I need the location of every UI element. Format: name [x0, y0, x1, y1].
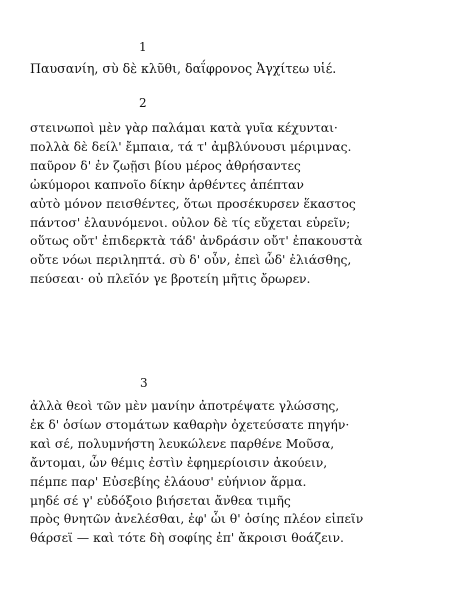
- verse-line: πεύσεαι· οὐ πλεῖόν γε βροτείη μῆτις ὄρωρεν.: [30, 271, 311, 287]
- verse-line: ἐκ δ' ὁσίων στομάτων καθαρὴν ὀχετεύσατε πηγήν·: [30, 416, 350, 432]
- verse-line: ἀλλὰ θεοὶ τῶν μὲν μανίην ἀποτρέψατε γλώσσης,: [30, 398, 340, 413]
- section-number-3: 3: [140, 376, 148, 390]
- verse-line: ὠκύμοροι καπνοῖο δίκην ἀρθέντες ἀπέπταν: [30, 176, 304, 192]
- verse-line: οὔτε νόωι περιληπτά. σὺ δ' οὖν, ἐπεὶ ὧδ' ἐλιάσθης,: [30, 252, 352, 268]
- verse-line: Παυσανίη, σὺ δὲ κλῦθι, δαΐφρονος Ἀγχίτεω υἱέ.: [30, 61, 337, 76]
- verse-line: πρὸς θνητῶν ἀνελέσθαι, ἐφ' ὧι θ' ὁσίης πλέον εἰπεῖν: [30, 511, 364, 527]
- verse-line: ἄντομαι, ὧν θέμις ἐστὶν ἐφημερίοισιν ἀκούειν,: [30, 454, 328, 470]
- verse-line: πολλὰ δὲ δείλ' ἔμπαια, τά τ' ἀμβλύνουσι μέριμνας.: [30, 138, 352, 154]
- verse-line: στεινωποὶ μὲν γὰρ παλάμαι κατὰ γυῖα κέχυνται·: [30, 120, 338, 135]
- verse-line: παῦρον δ' ἐν ζωῇσι βίου μέρος ἀθρήσαντες: [30, 157, 301, 173]
- section-number-1: 1: [139, 40, 147, 54]
- section-1-text: [30, 60, 336, 79]
- verse-line: αὐτὸ μόνον πεισθέντες, ὅτωι προσέκυρσεν ἕκαστος: [30, 195, 356, 211]
- section-2-text: [30, 119, 362, 289]
- section-number-2: 2: [139, 96, 147, 110]
- verse-line: πάντοσ' ἐλαυνόμενοι. οὐλον δὲ τίς εὔχεται εὑρεῖν;: [30, 214, 351, 230]
- verse-line: πέμπε παρ' Εὐσεβίης ἐλάουσ' εὐήνιον ἅρμα.: [30, 473, 307, 489]
- verse-line: θάρσεϊ — καὶ τότε δὴ σοφίης ἐπ' ἄκροισι θοάζειν.: [30, 530, 344, 546]
- verse-line: καὶ σέ, πολυμνήστη λευκώλενε παρθένε Μοῦσα,: [30, 435, 335, 451]
- verse-line: οὕτως οὔτ' ἐπιδερκτὰ τάδ' ἀνδράσιν οὔτ' ἐπακουστὰ: [30, 233, 363, 249]
- section-3-text: [30, 397, 363, 548]
- verse-line: μηδέ σέ γ' εὐδόξοιο βιήσεται ἄνθεα τιμῆς: [30, 492, 291, 508]
